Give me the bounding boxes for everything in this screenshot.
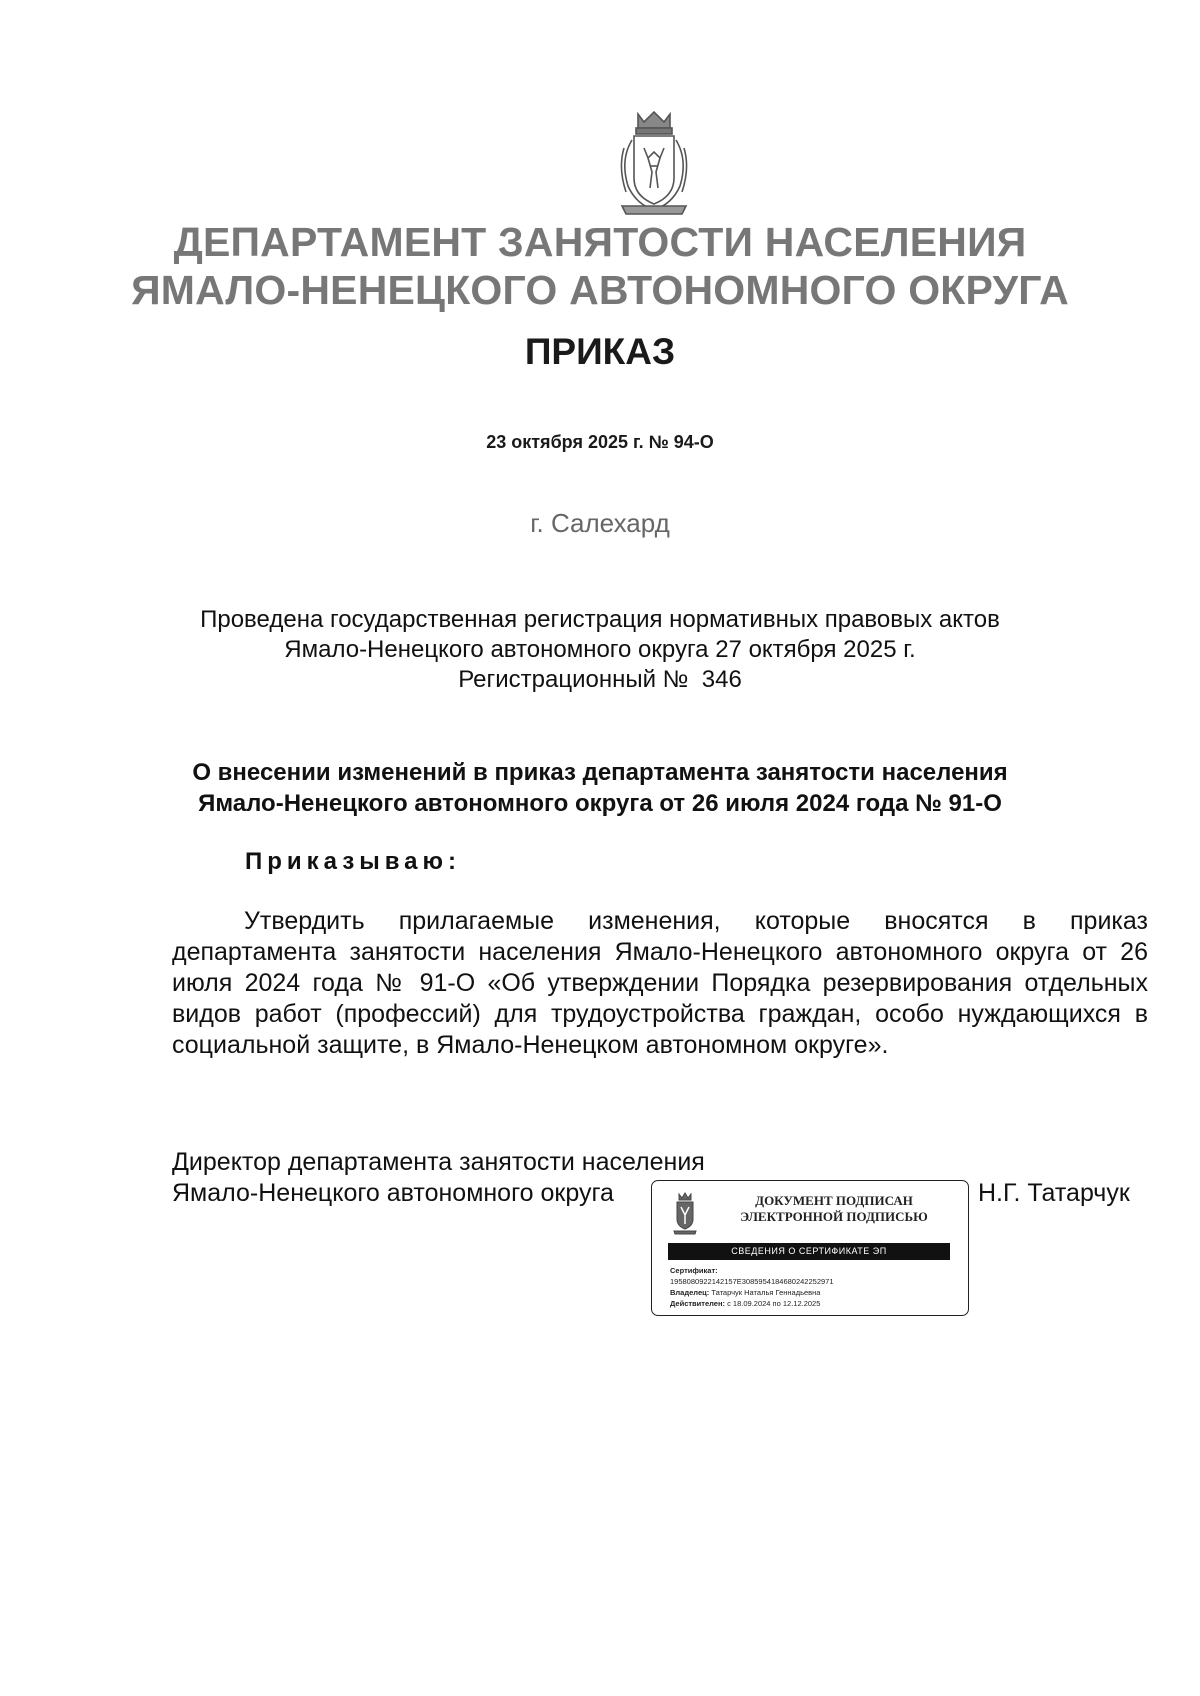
signer-name: Н.Г. Татарчук <box>978 1179 1130 1207</box>
order-subject <box>0 757 1200 819</box>
registration-line3: Регистрационный № 346 <box>458 666 742 693</box>
signer-position <box>172 1147 705 1209</box>
stamp-cert-label: Сертификат: <box>670 1266 718 1275</box>
stamp-owner-row <box>670 1287 960 1298</box>
signer-position-line2: Ямало-Ненецкого автономного округа <box>172 1179 614 1207</box>
city: г. Салехард <box>530 508 670 538</box>
registration-line2: Ямало-Ненецкого автономного округа 27 октября 2025 г. <box>284 636 916 663</box>
subject-line2: Ямало-Ненецкого автономного округа от 26 июля 2024 года № 91-О <box>198 790 1002 817</box>
department-title-line1: ДЕПАРТАМЕНТ ЗАНЯТОСТИ НАСЕЛЕНИЯ <box>173 219 1027 265</box>
stamp-title <box>714 1193 954 1225</box>
stamp-owner-label: Владелец: <box>670 1288 710 1297</box>
stamp-details <box>670 1265 960 1309</box>
signer-position-line1: Директор департамента занятости населения <box>172 1148 705 1176</box>
stamp-valid-value: с 18.09.2024 по 12.12.2025 <box>727 1299 821 1308</box>
stamp-cert-value: 1958080922142157E3085954184680242252971 <box>670 1277 834 1286</box>
department-title-line2: ЯМАЛО-НЕНЕЦКОГО АВТОНОМНОГО ОКРУГА <box>131 267 1069 313</box>
stamp-valid-row <box>670 1298 960 1309</box>
stamp-title-line2: ЭЛЕКТРОННОЙ ПОДПИСЬЮ <box>740 1209 928 1224</box>
stamp-cert-row <box>670 1265 960 1276</box>
department-title <box>0 218 1200 314</box>
yamal-coat-of-arms-icon <box>614 108 694 220</box>
subject-line1: О внесении изменений в приказ департамента занятости населения <box>192 759 1008 786</box>
stamp-coat-of-arms-icon <box>670 1191 700 1235</box>
registration-note <box>0 605 1200 695</box>
registration-line1: Проведена государственная регистрация нормативных правовых актов <box>200 606 1000 633</box>
stamp-owner-value: Татарчук Наталья Геннадьевна <box>711 1288 821 1297</box>
order-paragraph: Утвердить прилагаемые изменения, которые вносятся в приказ департамента занятости населения Ямало-Ненецкого автономного округа от 26 июля 2024 года № 91-О «Об утверждении Порядка резервирования отдельных видов работ (профессий) для трудоустройства граждан, особо нуждающихся в социальной защите, в Ямало-Ненецком автономном округе». <box>172 907 1148 1059</box>
stamp-valid-label: Действителен: <box>670 1299 725 1308</box>
document-type-heading: ПРИКАЗ <box>524 331 676 372</box>
order-word: Приказываю: <box>245 848 462 875</box>
order-date-number: 23 октября 2025 г. № 94-О <box>486 432 714 452</box>
stamp-title-line1: ДОКУМЕНТ ПОДПИСАН <box>755 1193 913 1208</box>
stamp-certificate-bar: СВЕДЕНИЯ О СЕРТИФИКАТЕ ЭП <box>668 1243 950 1260</box>
electronic-signature-stamp <box>651 1180 969 1316</box>
